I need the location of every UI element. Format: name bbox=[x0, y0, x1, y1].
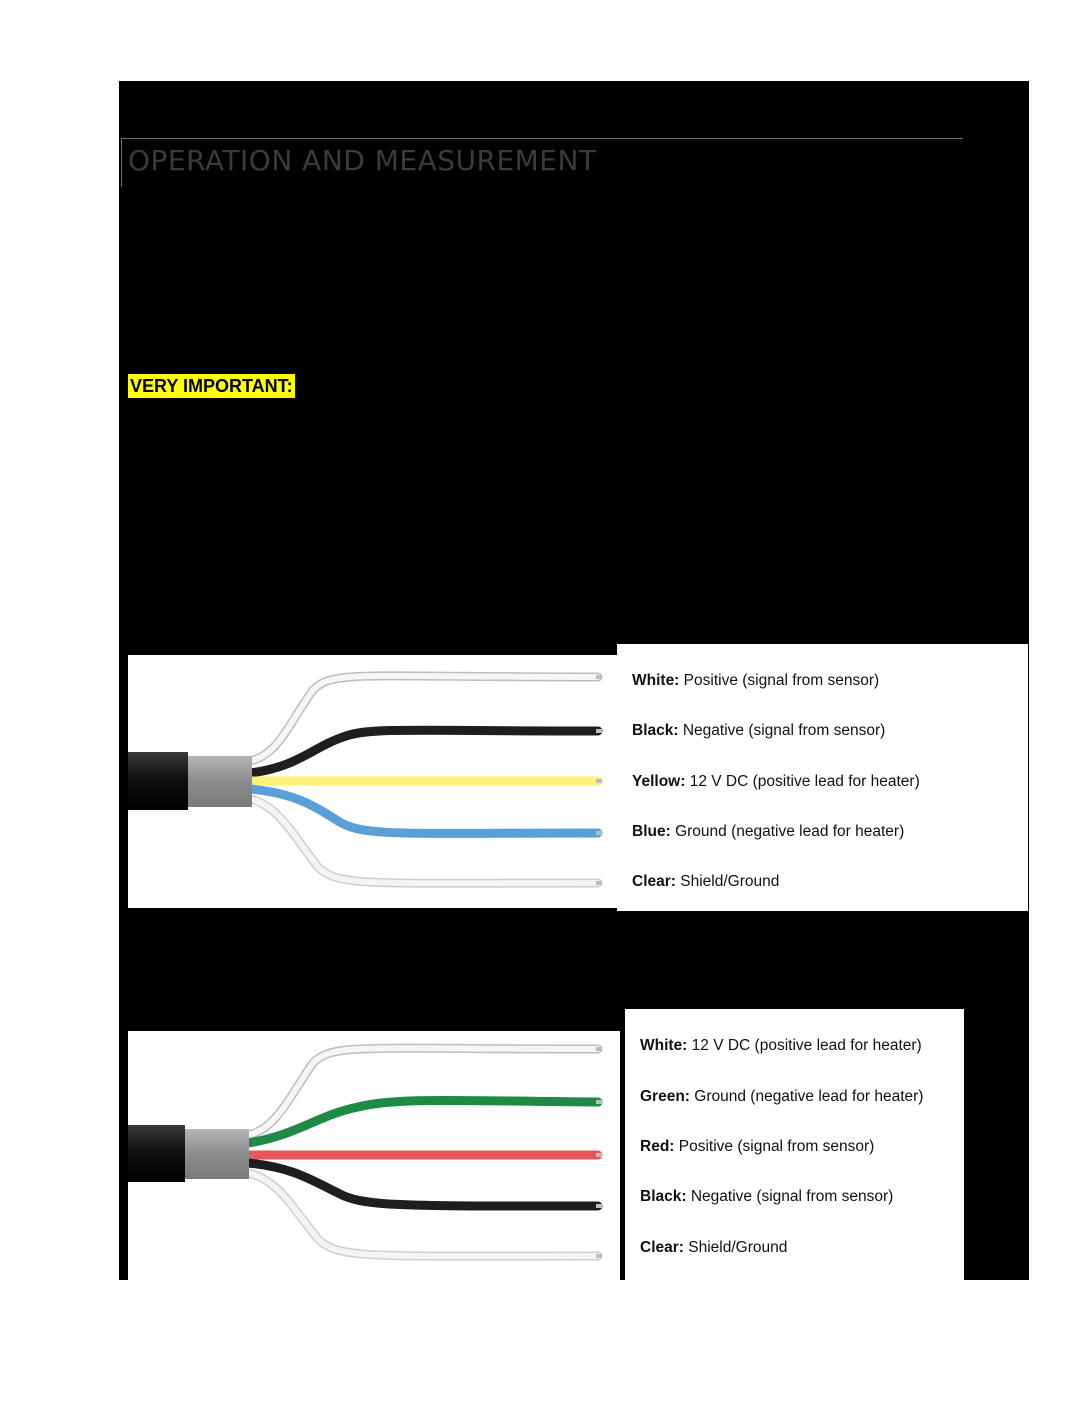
legend-color-name: Clear: bbox=[632, 873, 676, 890]
legend-color-name: Blue: bbox=[632, 823, 671, 840]
wire-white bbox=[248, 1048, 598, 1135]
legend-description: 12 V DC (positive lead for heater) bbox=[691, 1037, 922, 1054]
cable-jacket bbox=[128, 1125, 185, 1182]
wire-clear bbox=[250, 799, 598, 883]
wire-green bbox=[248, 1100, 598, 1143]
legend-row-black bbox=[632, 722, 885, 740]
legend-description: Shield/Ground bbox=[688, 1239, 788, 1256]
legend-row-blue bbox=[632, 823, 904, 841]
legend-color-name: White: bbox=[640, 1037, 688, 1054]
legend-color-name: White: bbox=[632, 672, 680, 689]
wire-tips bbox=[596, 675, 602, 885]
cable-1-wiring-image bbox=[128, 655, 617, 908]
legend-row-yellow bbox=[632, 773, 920, 791]
cable-2-legend bbox=[625, 1009, 964, 1280]
legend-description: Negative (signal from sensor) bbox=[690, 1188, 894, 1205]
cable-shield bbox=[185, 1129, 249, 1179]
legend-row-white bbox=[632, 672, 879, 690]
legend-description: Positive (signal from sensor) bbox=[683, 672, 880, 689]
legend-description: Ground (negative lead for heater) bbox=[675, 823, 905, 840]
legend-color-name: Green: bbox=[640, 1088, 690, 1105]
legend-row-black bbox=[640, 1188, 893, 1206]
wire-blue bbox=[250, 789, 598, 833]
legend-description: Shield/Ground bbox=[680, 873, 780, 890]
cable-jacket bbox=[128, 752, 188, 810]
legend-row-green bbox=[640, 1088, 923, 1106]
legend-row-clear bbox=[632, 873, 779, 891]
legend-color-name: Yellow: bbox=[632, 773, 686, 790]
cable-1-legend bbox=[617, 644, 1028, 911]
legend-description: 12 V DC (positive lead for heater) bbox=[689, 773, 920, 790]
legend-description: Positive (signal from sensor) bbox=[678, 1138, 875, 1155]
very-important-label: VERY IMPORTANT: bbox=[130, 376, 293, 396]
legend-row-white bbox=[640, 1037, 922, 1055]
legend-description: Ground (negative lead for heater) bbox=[694, 1088, 924, 1105]
section-title: OPERATION AND MEASUREMENT bbox=[128, 144, 597, 177]
cable-2-wiring-image bbox=[128, 1031, 620, 1280]
legend-row-clear bbox=[640, 1239, 787, 1257]
wire-clear bbox=[248, 1173, 598, 1256]
legend-color-name: Red: bbox=[640, 1138, 675, 1155]
legend-color-name: Black: bbox=[640, 1188, 687, 1205]
cable-shield bbox=[188, 756, 252, 807]
legend-color-name: Black: bbox=[632, 722, 679, 739]
title-rule bbox=[121, 138, 963, 139]
wire-black bbox=[250, 730, 598, 773]
legend-color-name: Clear: bbox=[640, 1239, 684, 1256]
title-accent-bar bbox=[121, 139, 122, 187]
wire-white bbox=[250, 676, 598, 761]
legend-description: Negative (signal from sensor) bbox=[682, 722, 886, 739]
wire-black bbox=[248, 1163, 598, 1206]
legend-row-red bbox=[640, 1138, 874, 1156]
